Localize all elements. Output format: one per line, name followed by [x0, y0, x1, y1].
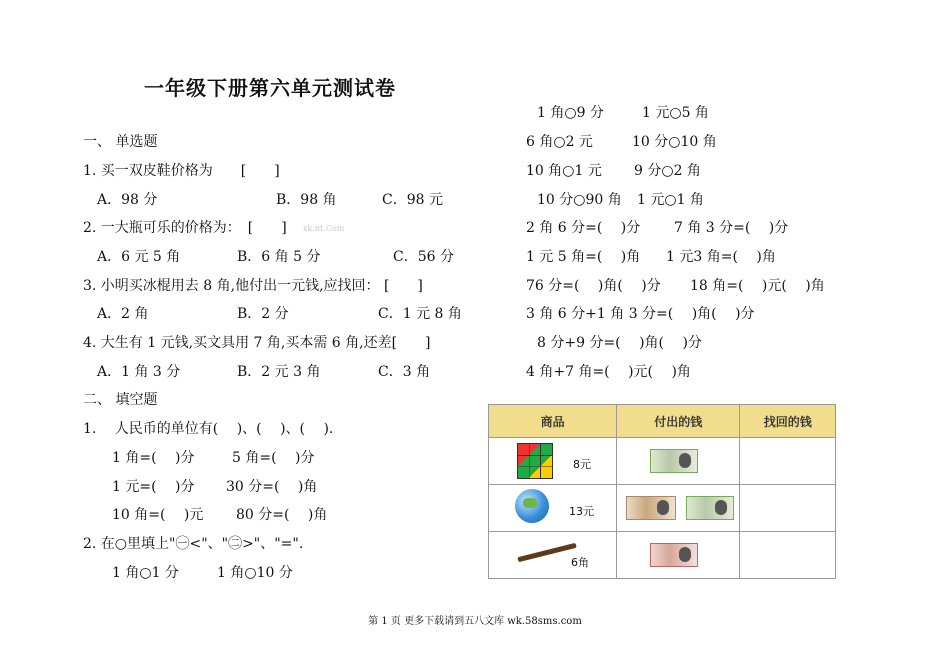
item-price: 6角: [571, 556, 589, 569]
paid-cell: [617, 532, 740, 579]
right-line: 1 角○9 分: [537, 105, 604, 121]
right-line: 7 角 3 分=( )分: [674, 220, 789, 236]
right-line: 4 角+7 角=( )元( )角: [526, 364, 691, 380]
q2-option-a: A．6 元 5 角: [97, 249, 181, 265]
fill-line: 10 角=( )元: [112, 507, 204, 523]
item-cell: [489, 438, 617, 485]
fill-line: 30 分=( )角: [226, 479, 318, 495]
fill-line: 5 角=( )分: [232, 450, 315, 466]
right-line: 10 角○1 元: [526, 163, 602, 179]
page-footer: 第 1 页 更多下载请到五八文库 wk.58sms.com: [368, 616, 582, 627]
banknote-icon: [626, 496, 676, 520]
change-cell[interactable]: [740, 485, 836, 532]
globe-icon: [515, 489, 549, 523]
q3-option-b: B．2 分: [237, 306, 289, 322]
table-row: [489, 485, 836, 532]
item-cell: [489, 532, 617, 579]
item-cell: [489, 485, 617, 532]
fill-question-2: 2. 在○里填上"㊀<"、"㊁>"、"=".: [83, 536, 304, 552]
fill-line: 80 分=( )角: [236, 507, 328, 523]
right-line: 1 元○5 角: [642, 105, 709, 121]
right-line: 18 角=( )元( )角: [690, 278, 825, 294]
header-change: 找回的钱: [740, 405, 836, 438]
right-line: 2 角 6 分=( )分: [526, 220, 641, 236]
question-2: 2. 一大瓶可乐的价格为： [ ]: [83, 220, 287, 236]
q3-option-c: C．1 元 8 角: [378, 306, 462, 322]
q3-option-a: A．2 角: [97, 306, 149, 322]
q2-option-b: B．6 角 5 分: [237, 249, 321, 265]
shopping-table: [488, 404, 836, 579]
question-4: 4. 大生有 1 元钱,买文具用 7 角,买本需 6 角,还差[ ]: [83, 335, 431, 351]
header-paid: 付出的钱: [617, 405, 740, 438]
fill-question-1: 1. 人民币的单位有( )、( )、( ).: [83, 421, 334, 437]
banknote-icon: [650, 543, 698, 567]
paid-cell: [617, 485, 740, 532]
table-row: [489, 532, 836, 579]
right-line: 9 分○2 角: [634, 163, 701, 179]
banknote-icon: [650, 449, 698, 473]
right-line: 10 分○90 角: [537, 192, 622, 208]
q1-option-c: C．98 元: [382, 192, 443, 208]
stick-icon: [517, 543, 576, 562]
q4-option-a: A．1 角 3 分: [97, 364, 181, 380]
q1-option-a: A．98 分: [97, 192, 158, 208]
question-3: 3. 小明买冰棍用去 8 角,他付出一元钱,应找回： [ ]: [83, 278, 423, 294]
rubiks-cube-icon: [517, 443, 553, 479]
page-title: 一年级下册第六单元测试卷: [144, 76, 396, 100]
paid-cell: [617, 438, 740, 485]
fill-line: 1 角=( )分: [112, 450, 195, 466]
right-line: 1 元 5 角=( )角: [526, 249, 641, 265]
fill-line: 1 元=( )分: [112, 479, 195, 495]
q4-option-c: C．3 角: [378, 364, 431, 380]
banknote-icon: [686, 496, 734, 520]
item-price: 8元: [573, 458, 591, 471]
right-line: 76 分=( )角( )分: [526, 278, 661, 294]
change-cell[interactable]: [740, 532, 836, 579]
q1-option-b: B．98 角: [276, 192, 337, 208]
right-line: 6 角○2 元: [526, 134, 593, 150]
section1-heading: 一、 单选题: [83, 134, 158, 150]
compare-line: 1 角○1 分: [112, 565, 179, 581]
right-line: 3 角 6 分+1 角 3 分=( )角( )分: [526, 306, 755, 322]
right-line: 1 元3 角=( )角: [666, 249, 776, 265]
right-line: 8 分+9 分=( )角( )分: [537, 335, 702, 351]
q4-option-b: B．2 元 3 角: [237, 364, 321, 380]
item-price: 13元: [569, 505, 594, 518]
change-cell[interactable]: [740, 438, 836, 485]
table-row: [489, 438, 836, 485]
compare-line: 1 角○10 分: [217, 565, 293, 581]
header-item: 商品: [489, 405, 617, 438]
watermark: xk.nt.Com: [303, 224, 345, 233]
question-1: 1. 买一双皮鞋价格为 [ ]: [83, 163, 280, 179]
right-line: 10 分○10 角: [632, 134, 717, 150]
q2-option-c: C．56 分: [393, 249, 454, 265]
right-line: 1 元○1 角: [637, 192, 704, 208]
section2-heading: 二、 填空题: [83, 392, 158, 408]
